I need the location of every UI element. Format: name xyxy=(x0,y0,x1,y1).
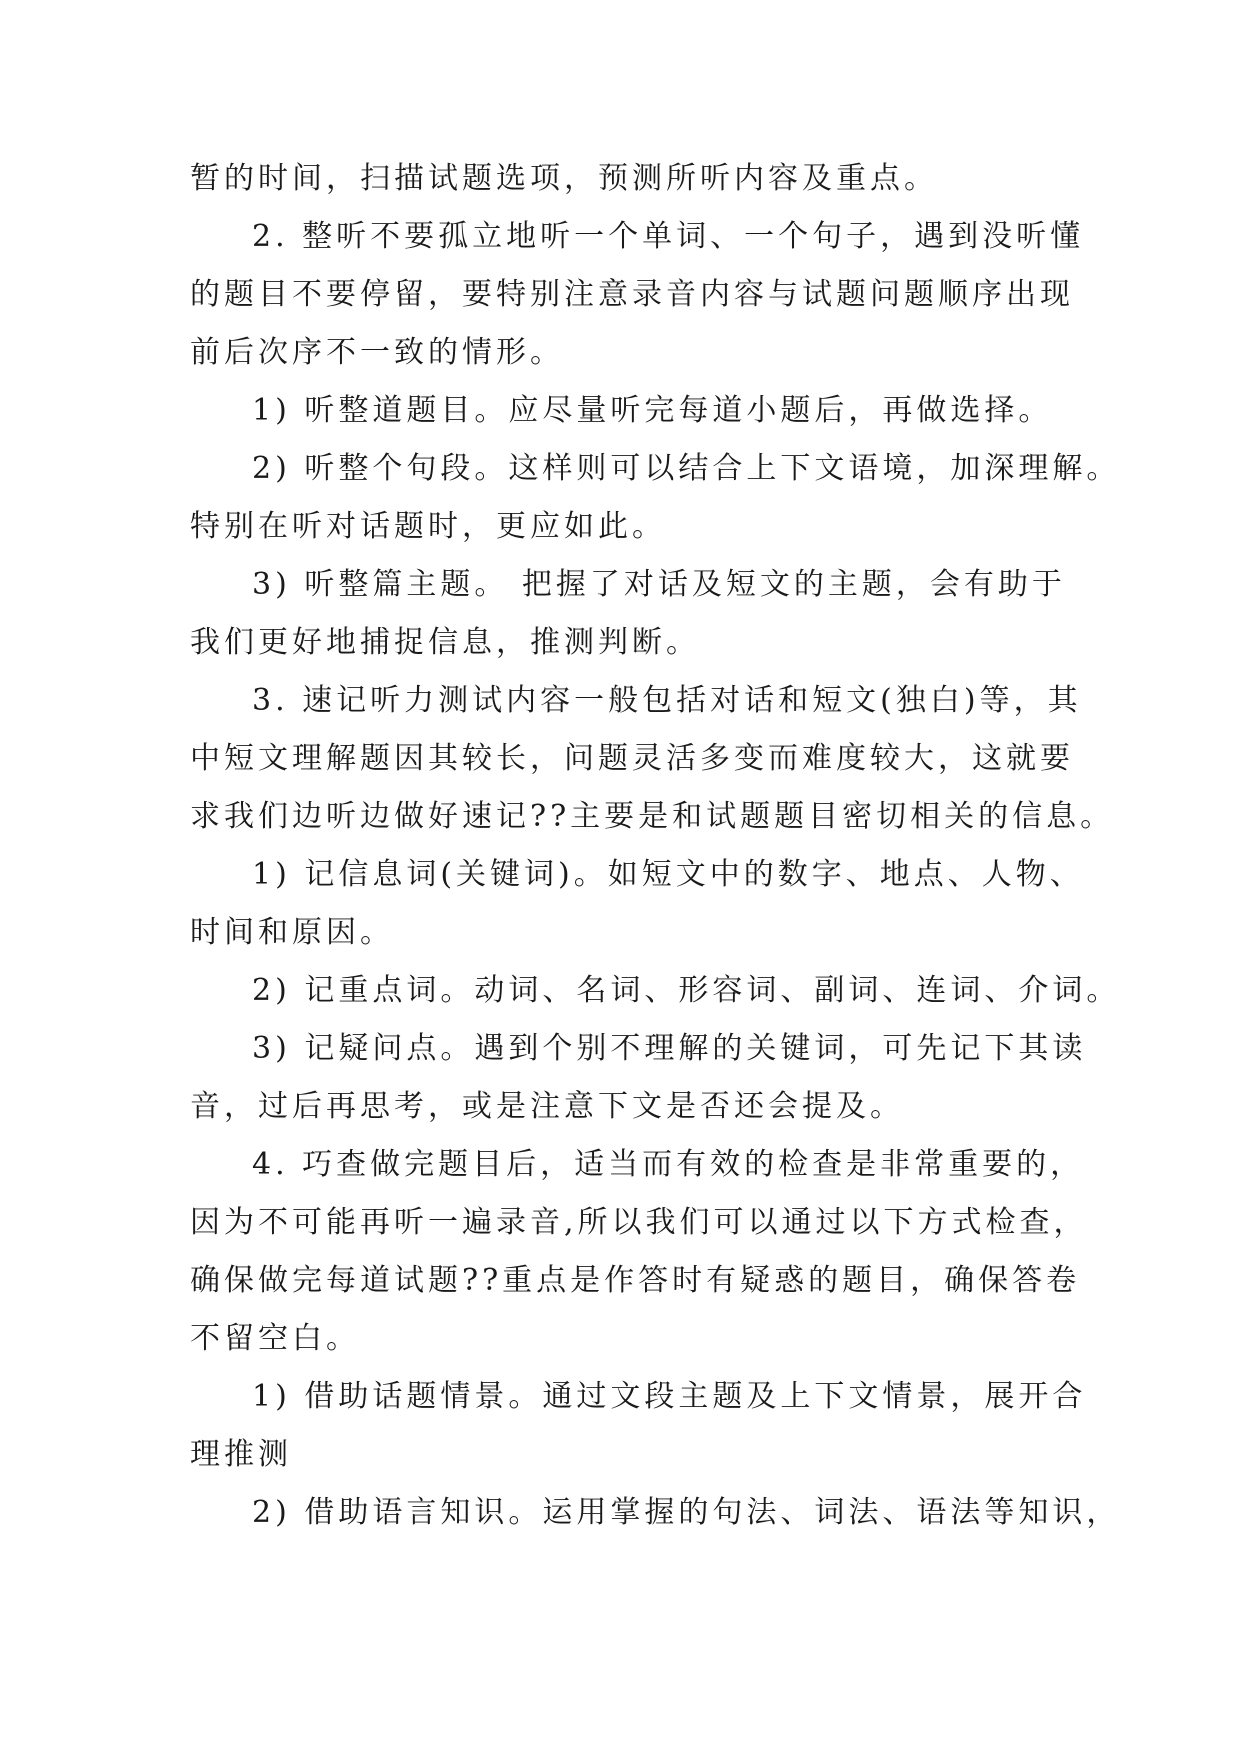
text-line: 求我们边听边做好速记??主要是和试题题目密切相关的信息。 xyxy=(190,799,1115,834)
text-line: 前后次序不一致的情形。 xyxy=(190,335,564,370)
text-line: 不留空白。 xyxy=(190,1321,360,1356)
text-line: 时间和原因。 xyxy=(190,915,394,950)
text-line: 2) 听整个句段。这样则可以结合上下文语境，加深理解。 xyxy=(252,451,1121,486)
text-line: 1) 记信息词(关键词)。如短文中的数字、地点、人物、 xyxy=(252,857,1084,892)
text-line: 3) 听整篇主题。 把握了对话及短文的主题，会有助于 xyxy=(252,567,1066,602)
text-line: 4. 巧查做完题目后，适当而有效的检查是非常重要的， xyxy=(252,1147,1085,1182)
text-line: 3. 速记听力测试内容一般包括对话和短文(独白)等，其 xyxy=(252,683,1082,718)
body-text xyxy=(190,150,1121,1542)
text-line: 因为不可能再听一遍录音,所以我们可以通过以下方式检查， xyxy=(190,1205,1088,1240)
text-line: 特别在听对话题时，更应如此。 xyxy=(190,509,666,544)
text-line: 理推测 xyxy=(190,1437,292,1472)
text-line: 3) 记疑问点。遇到个别不理解的关键词，可先记下其读 xyxy=(252,1031,1087,1066)
text-line: 的题目不要停留，要特别注意录音内容与试题问题顺序出现 xyxy=(190,277,1074,312)
text-line: 暂的时间，扫描试题选项，预测所听内容及重点。 xyxy=(190,161,938,196)
text-line: 2) 借助语言知识。运用掌握的句法、词法、语法等知识， xyxy=(252,1495,1121,1530)
text-line: 2) 记重点词。动词、名词、形容词、副词、连词、介词。 xyxy=(252,973,1121,1008)
text-line: 确保做完每道试题??重点是作答时有疑惑的题目，确保答卷 xyxy=(190,1263,1081,1298)
text-line: 2. 整听不要孤立地听一个单词、一个句子，遇到没听懂 xyxy=(252,219,1085,254)
text-line: 我们更好地捕捉信息，推测判断。 xyxy=(190,625,700,660)
text-line: 1) 借助话题情景。通过文段主题及上下文情景，展开合 xyxy=(252,1379,1087,1414)
text-line: 1) 听整道题目。应尽量听完每道小题后，再做选择。 xyxy=(252,393,1053,428)
text-line: 中短文理解题因其较长，问题灵活多变而难度较大，这就要 xyxy=(190,741,1074,776)
text-line: 音，过后再思考，或是注意下文是否还会提及。 xyxy=(190,1089,904,1124)
